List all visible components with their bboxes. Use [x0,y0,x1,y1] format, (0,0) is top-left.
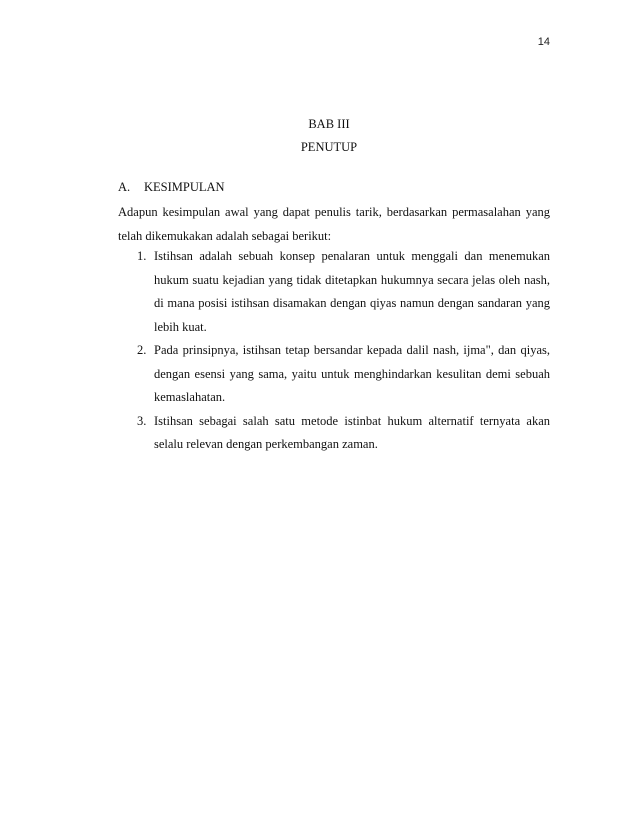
chapter-title: PENUTUP [300,140,358,154]
chapter-number: BAB III [308,117,350,131]
list-item-number: 3. [137,413,147,428]
list-item-line: kemaslahatan. [154,390,226,404]
section-heading [118,180,225,195]
section-letter: A. [118,180,131,194]
list-item-number: 1. [137,249,147,263]
intro-paragraph [118,201,550,248]
list-item-line: lebih kuat. [154,319,207,334]
section-title: KESIMPULAN [144,180,225,194]
list-item [118,245,550,339]
conclusion-list [118,245,550,457]
list-item-line: dengan esensi yang sama, yaitu untuk menghindarkan kesulitan demi sebuah [154,366,550,381]
list-item-number: 2. [137,343,147,357]
list-item-line: Pada prinsipnya, istihsan tetap bersandar kepada dalil nash, ijma", dan qiyas, [154,343,550,357]
list-item-line: di mana posisi istihsan disamakan dengan qiyas namun dengan sandaran yang [154,296,550,310]
list-item-line: Istihsan sebagai salah satu metode istinbat hukum alternatif ternyata akan [154,413,550,428]
list-item-line: Istihsan adalah sebuah konsep penalaran untuk menggali dan menemukan [154,249,550,263]
intro-line: Adapun kesimpulan awal yang dapat penulis tarik, berdasarkan permasalahan yang [118,205,550,219]
list-item-line: hukum suatu kejadian yang tidak ditetapkan hukumnya secara jelas oleh nash, [154,272,550,287]
page-number: 14 [537,36,550,48]
intro-line: telah dikemukakan adalah sebagai berikut: [118,228,332,243]
list-item [118,410,550,457]
list-item [118,339,550,410]
list-item-line: selalu relevan dengan perkembangan zaman. [154,437,378,451]
